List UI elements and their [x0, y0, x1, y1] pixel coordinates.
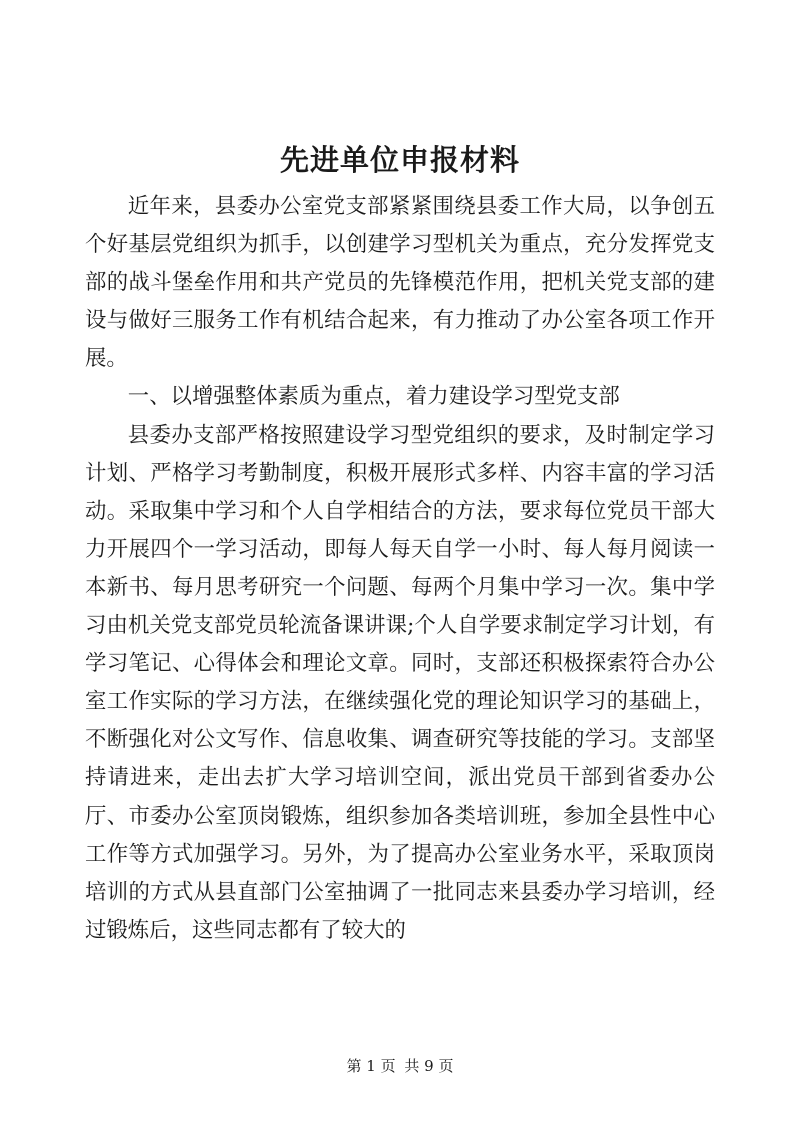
- document-title: 先进单位申报材料: [279, 143, 520, 177]
- paragraph-intro: 近年来，县委办公室党支部紧紧围绕县委工作大局，以争创五个好基层党组织为抓手，以创建学习型机关为重点，充分发挥党支部的战斗堡垒作用和共产党员的先锋模范作用，把机关党支部的建设与做好三服务工作有机结合起来，有力推动了办公室各项工作开展。: [85, 194, 715, 372]
- section-heading-1: 一、以增强整体素质为重点，着力建设学习型党支部: [127, 384, 620, 410]
- page-total: 共 9 页: [404, 1057, 454, 1075]
- paragraph-section-1: 县委办支部严格按照建设学习型党组织的要求，及时制定学习计划、严格学习考勤制度，积极开展形式多样、内容丰富的学习活动。采取集中学习和个人自学相结合的方法，要求每位党员干部大力开展四个一学习活动，即每人每天自学一小时、每人每月阅读一本新书、每月思考研究一个问题、每两个月集中学习一次。集中学习由机关党支部党员轮流备课讲课;个人自学要求制定学习计划，有学习笔记、心得体会和理论文章。同时，支部还积极探索符合办公室工作实际的学习方法，在继续强化党的理论知识学习的基础上，不断强化对公文写作、信息收集、调查研究等技能的学习。支部坚持请进来，走出去扩大学习培训空间，派出党员干部到省委办公厅、市委办公室顶岗锻炼，组织参加各类培训班，参加全县性中心工作等方式加强学习。另外，为了提高办公室业务水平，采取顶岗培训的方式从县直部门公室抽调了一批同志来县委办学习培训，经过锻炼后，这些同志都有了较大的: [85, 422, 715, 943]
- page-footer: [0, 1056, 800, 1076]
- document-body: [85, 188, 715, 950]
- page-number: 第 1 页: [346, 1057, 396, 1075]
